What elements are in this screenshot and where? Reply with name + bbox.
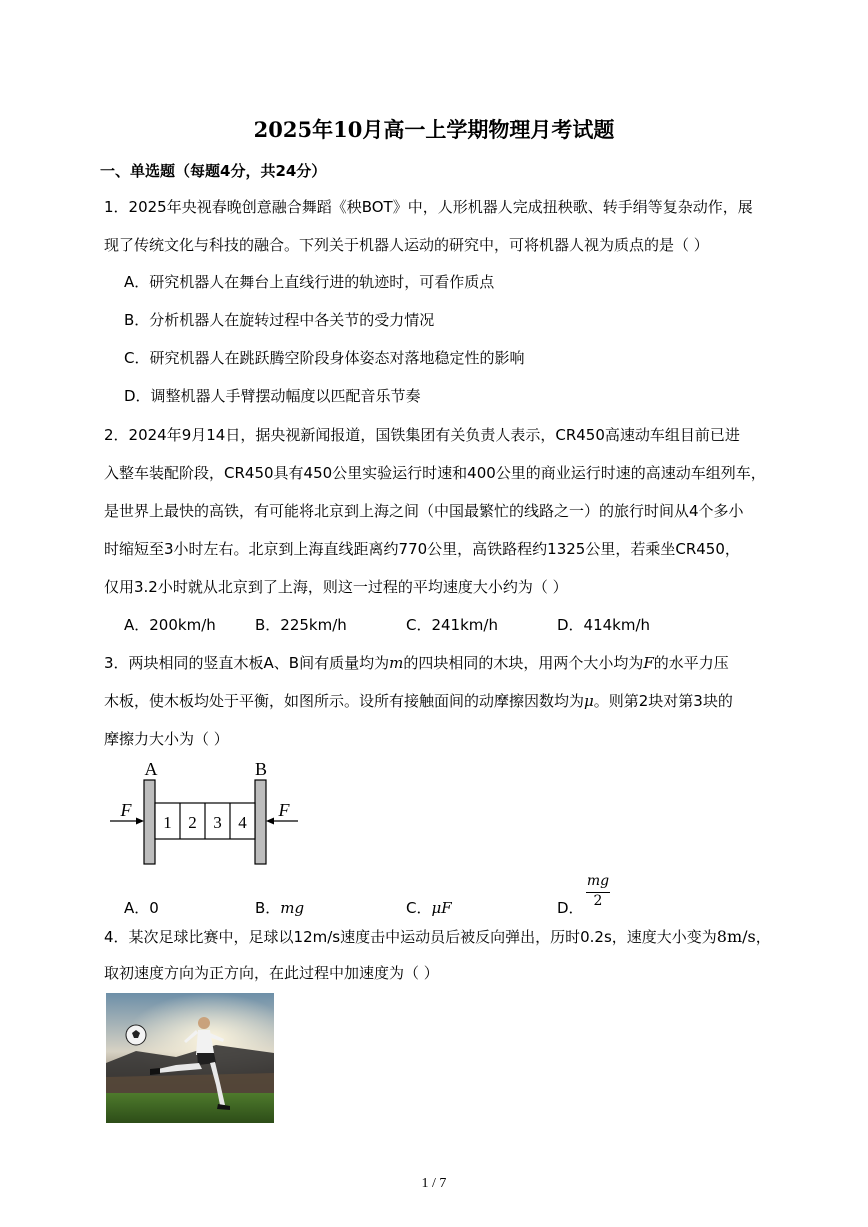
q1-stem-line1: 1．2025年央视春晚创意融合舞蹈《秧BOT》中，人形机器人完成扭秧歌、转手绢等复杂动作，展 bbox=[104, 198, 753, 216]
q1-option-d: D．调整机器人手臂摆动幅度以匹配音乐节奏 bbox=[124, 387, 421, 405]
q3-option-b bbox=[255, 898, 304, 918]
q2-option-c: C．241km/h bbox=[406, 616, 498, 634]
q3-option-b-prefix: B． bbox=[255, 899, 281, 917]
board-b bbox=[255, 780, 266, 864]
q3-option-c-value: μF bbox=[431, 899, 452, 917]
section-heading-single-choice: 一、单选题（每题4分，共24分） bbox=[100, 162, 327, 180]
q3-text: 的水平力压 bbox=[653, 654, 729, 672]
soccer-photo-svg bbox=[106, 993, 274, 1123]
q4-stem-line2: 取初速度方向为正方向，在此过程中加速度为（ ） bbox=[104, 964, 439, 982]
block-2-label: 2 bbox=[188, 813, 197, 832]
q1-option-b: B．分析机器人在旋转过程中各关节的受力情况 bbox=[124, 311, 435, 329]
q3-stem-line1 bbox=[104, 653, 729, 673]
q2-stem-line3: 是世界上最快的高铁，有可能将北京到上海之间（中国最繁忙的线路之一）的旅行时间从4个多小 bbox=[104, 502, 744, 520]
q3-text: 。则第2块对第3块的 bbox=[593, 692, 733, 710]
q2-option-b: B．225km/h bbox=[255, 616, 347, 634]
q3-mass-symbol: m bbox=[389, 654, 404, 672]
board-b-label: B bbox=[254, 759, 268, 779]
board-a-label: A bbox=[144, 759, 158, 779]
q3-figure-svg bbox=[104, 756, 304, 870]
q3-stem-line2 bbox=[104, 691, 733, 711]
q3-stem-line3: 摩擦力大小为（ ） bbox=[104, 730, 229, 748]
q3-text: 的四块相同的木块，用两个大小均为 bbox=[403, 654, 644, 672]
q3-option-c-prefix: C． bbox=[406, 899, 432, 917]
q4-text: ， bbox=[755, 928, 771, 946]
q2-stem-line2: 入整车装配阶段，CR450具有450公里实验运行时速和400公里的商业运行时速的高速动车组列车， bbox=[104, 464, 766, 482]
q1-stem-line2: 现了传统文化与科技的融合。下列关于机器人运动的研究中，可将机器人视为质点的是（ ） bbox=[104, 236, 709, 254]
block-3-label: 3 bbox=[213, 813, 222, 832]
left-force-label: F bbox=[120, 800, 132, 820]
q3-option-c bbox=[406, 898, 452, 918]
q2-option-d: D．414km/h bbox=[557, 616, 651, 634]
q3-figure-boards-blocks bbox=[104, 756, 304, 870]
fraction-numerator: mg bbox=[586, 873, 610, 889]
board-a bbox=[144, 780, 155, 864]
q2-stem-line1: 2．2024年9月14日，据央视新闻报道，国铁集团有关负责人表示，CR450高速动车组目前已进 bbox=[104, 426, 740, 444]
q3-option-b-value: mg bbox=[280, 899, 305, 917]
right-arrow-head bbox=[266, 818, 274, 825]
q2-stem-line5: 仅用3.2小时就从北京到了上海，则这一过程的平均速度大小约为（ ） bbox=[104, 578, 568, 596]
q3-text: 3．两块相同的竖直木板A、B间有质量均为 bbox=[104, 654, 390, 672]
q1-option-a: A．研究机器人在舞台上直线行进的轨迹时，可看作质点 bbox=[124, 273, 495, 291]
q3-mu-symbol: μ bbox=[584, 692, 594, 710]
right-force-label: F bbox=[278, 800, 290, 820]
block-1-label: 1 bbox=[163, 813, 172, 832]
q4-speed-value: 8m/s bbox=[716, 927, 756, 946]
q1-option-c: C．研究机器人在跳跃腾空阶段身体姿态对落地稳定性的影响 bbox=[124, 349, 525, 367]
q3-force-symbol: F bbox=[643, 654, 654, 672]
q4-stem-line1 bbox=[104, 927, 771, 947]
q2-option-a: A．200km/h bbox=[124, 616, 216, 634]
q4-text: 4．某次足球比赛中，足球以12m/s速度击中运动员后被反向弹出，历时0.2s，速度大小变为 bbox=[104, 928, 717, 946]
q3-option-d bbox=[557, 898, 584, 918]
q4-soccer-photo bbox=[106, 993, 274, 1123]
q2-stem-line4: 时缩短至3小时左右。北京到上海直线距离约770公里，高铁路程约1325公里，若乘坐CR450， bbox=[104, 540, 740, 558]
fraction-denominator: 2 bbox=[593, 893, 603, 909]
left-arrow-head bbox=[136, 818, 144, 825]
page-title: 2025年10月高一上学期物理月考试题 bbox=[253, 117, 615, 142]
q3-text: 木板，使木板均处于平衡，如图所示。设所有接触面间的动摩擦因数均为 bbox=[104, 692, 585, 710]
block-4-label: 4 bbox=[238, 813, 247, 832]
q3-option-d-prefix: D． bbox=[557, 899, 584, 917]
page-number: 1 / 7 bbox=[421, 1176, 447, 1191]
q3-option-a: A．0 bbox=[124, 899, 159, 917]
